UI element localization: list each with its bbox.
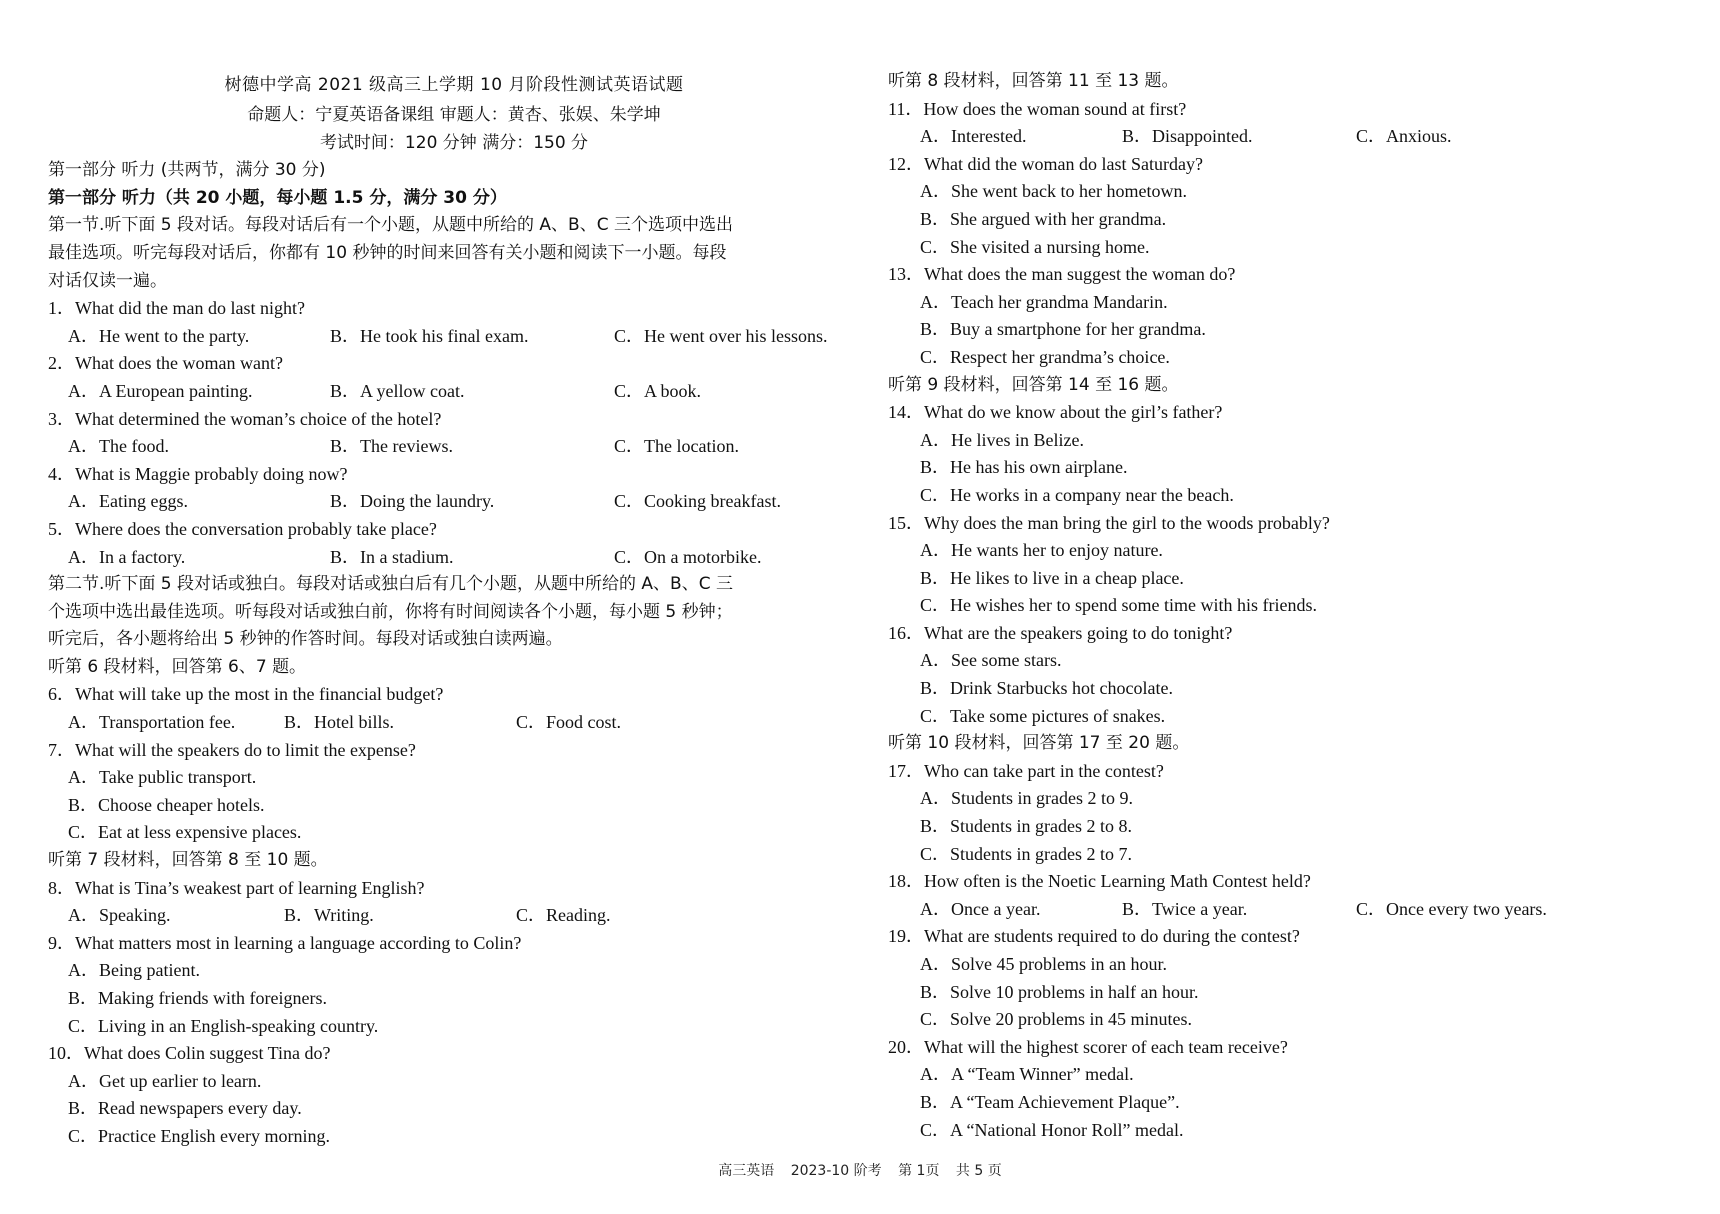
question-stem: 9．What matters most in learning a language according to Colin? — [48, 932, 522, 953]
option-a: A．Being patient. — [68, 960, 200, 981]
option-b: B．She argued with her grandma. — [920, 208, 1167, 229]
option-a: A．A European painting. — [68, 380, 253, 401]
option-c: C．She visited a nursing home. — [920, 236, 1150, 257]
material-heading: 听第 6 段材料，回答第 6、7 题。 — [48, 656, 307, 677]
option-c: C．He went over his lessons. — [614, 325, 828, 346]
option-b: B．Making friends with foreigners. — [68, 988, 327, 1008]
material-heading: 听第 8 段材料，回答第 11 至 13 题。 — [888, 71, 1179, 91]
option-a: A．Speaking. — [68, 905, 171, 926]
section2-instruction-3: 听完后，各小题将给出 5 秒钟的作答时间。每段对话或独白读两遍。 — [48, 629, 563, 650]
option-b: B．He took his final exam. — [330, 325, 529, 346]
section1-instruction-2: 最佳选项。听完每段对话后，你都有 10 秒钟的时间来回答有关小题和阅读下一小题。每段 — [48, 242, 727, 263]
option-c: C．Once every two years. — [1356, 898, 1547, 919]
page-footer — [0, 1160, 1720, 1180]
part1-subheading: 第一部分 听力（共 20 小题，每小题 1.5 分，满分 30 分） — [48, 187, 507, 208]
question-stem: 7．What will the speakers do to limit the expense? — [48, 739, 416, 760]
question-options — [888, 123, 1688, 151]
exam-authors: 命题人：宁夏英语备课组 审题人：黄杏、张娱、朱学坤 — [247, 105, 661, 125]
question-stem: 14．What do we know about the girl’s father? — [888, 402, 1223, 423]
question-options — [48, 488, 860, 516]
option-a: A．Eating eggs. — [68, 491, 188, 512]
option-b: B．Buy a smartphone for her grandma. — [920, 319, 1206, 340]
option-b: B．Disappointed. — [1122, 126, 1253, 147]
option-c: C．Reading. — [516, 905, 611, 926]
footer-exam: 2023-10 阶考 — [790, 1163, 882, 1179]
option-a: A．A “Team Winner” medal. — [920, 1064, 1134, 1085]
option-a: A．Get up earlier to learn. — [68, 1070, 262, 1091]
footer-subject: 高三英语 — [718, 1163, 775, 1179]
section2-instruction-1: 第二节.听下面 5 段对话或独白。每段对话或独白后有几个小题，从题中所给的 A、B、C 三 — [48, 574, 733, 595]
option-c: C．The location. — [614, 436, 739, 457]
question-stem: 15．Why does the man bring the girl to the woods probably? — [888, 512, 1330, 533]
question-stem: 3．What determined the woman’s choice of the hotel? — [48, 408, 442, 429]
option-b: B．Read newspapers every day. — [68, 1098, 302, 1119]
question-stem: 8．What is Tina’s weakest part of learning English? — [48, 877, 425, 898]
option-c: C．He wishes her to spend some time with his friends. — [920, 595, 1317, 616]
option-b: B．Writing. — [284, 905, 374, 926]
question-stem: 11．How does the woman sound at first? — [888, 98, 1187, 119]
option-a: A．Take public transport. — [68, 767, 257, 788]
option-a: A．Teach her grandma Mandarin. — [920, 291, 1168, 312]
option-c: C．On a motorbike. — [614, 546, 762, 567]
question-options — [48, 902, 860, 930]
option-b: B．A yellow coat. — [330, 380, 465, 401]
option-a: A．Transportation fee. — [68, 712, 236, 733]
question-stem: 5．Where does the conversation probably take place? — [48, 518, 437, 539]
option-a: A．In a factory. — [68, 546, 186, 567]
option-c: C．A book. — [614, 380, 702, 401]
option-b: B．He has his own airplane. — [920, 457, 1128, 478]
option-a: A．He lives in Belize. — [920, 429, 1084, 450]
footer-total-pages: 共 5 页 — [955, 1163, 1002, 1179]
option-c: C．Practice English every morning. — [68, 1125, 330, 1146]
question-options — [48, 544, 860, 572]
option-b: B．He likes to live in a cheap place. — [920, 567, 1184, 588]
option-b: B．The reviews. — [330, 436, 453, 457]
question-options — [48, 709, 860, 737]
option-a: A．He went to the party. — [68, 325, 250, 346]
question-options — [48, 323, 860, 351]
section1-instruction-3: 对话仅读一遍。 — [48, 270, 167, 291]
question-options — [48, 433, 860, 461]
option-b: B．Twice a year. — [1122, 898, 1248, 919]
question-options — [48, 378, 860, 406]
material-heading: 听第 9 段材料，回答第 14 至 16 题。 — [888, 374, 1179, 395]
option-b: B．In a stadium. — [330, 546, 454, 567]
question-stem: 20．What will the highest scorer of each team receive? — [888, 1036, 1288, 1057]
question-stem: 6．What will take up the most in the financial budget? — [48, 684, 444, 705]
material-heading: 听第 10 段材料，回答第 17 至 20 题。 — [888, 733, 1190, 754]
option-c: C．Solve 20 problems in 45 minutes. — [920, 1009, 1192, 1030]
exam-info: 考试时间：120 分钟 满分：150 分 — [319, 132, 589, 153]
question-stem: 19．What are students required to do during the contest? — [888, 926, 1300, 947]
right-column — [888, 68, 1688, 1144]
question-options — [888, 896, 1688, 924]
question-stem: 16．What are the speakers going to do tonight? — [888, 622, 1233, 643]
option-b: B．A “Team Achievement Plaque”. — [920, 1091, 1180, 1112]
material-heading: 听第 7 段材料，回答第 8 至 10 题。 — [48, 850, 328, 871]
option-c: C．Food cost. — [516, 712, 622, 733]
option-c: C．Respect her grandma’s choice. — [920, 346, 1170, 367]
option-c: C．Take some pictures of snakes. — [920, 705, 1166, 726]
option-a: A．Students in grades 2 to 9. — [920, 788, 1133, 809]
option-b: B．Drink Starbucks hot chocolate. — [920, 678, 1173, 699]
option-a: A．He wants her to enjoy nature. — [920, 540, 1163, 561]
option-a: A．Solve 45 problems in an hour. — [920, 954, 1167, 974]
option-a: A．Interested. — [920, 126, 1027, 147]
option-c: C．Anxious. — [1356, 126, 1452, 147]
part1-heading: 第一部分 听力 (共两节，满分 30 分) — [48, 160, 326, 181]
question-stem: 1．What did the man do last night? — [48, 298, 305, 319]
exam-title: 树德中学高 2021 级高三上学期 10 月阶段性测试英语试题 — [224, 75, 684, 95]
section2-instruction-2: 个选项中选出最佳选项。听每段对话或独白前，你将有时间阅读各个小题，每小题 5 秒钟； — [48, 601, 733, 622]
option-c: C．A “National Honor Roll” medal. — [920, 1119, 1184, 1140]
option-b: B．Hotel bills. — [284, 712, 395, 733]
question-stem: 4．What is Maggie probably doing now? — [48, 463, 348, 484]
option-c: C．He works in a company near the beach. — [920, 484, 1234, 505]
option-b: B．Doing the laundry. — [330, 491, 495, 512]
option-a: A．Once a year. — [920, 898, 1041, 919]
option-c: C．Students in grades 2 to 7. — [920, 843, 1132, 864]
left-column — [48, 68, 860, 1151]
option-b: B．Solve 10 problems in half an hour. — [920, 981, 1199, 1002]
option-a: A．She went back to her hometown. — [920, 181, 1187, 202]
question-stem: 12．What did the woman do last Saturday? — [888, 153, 1203, 174]
option-b: B．Students in grades 2 to 8. — [920, 816, 1132, 837]
option-a: A．See some stars. — [920, 650, 1062, 671]
question-stem: 13．What does the man suggest the woman do? — [888, 264, 1236, 285]
question-stem: 18．How often is the Noetic Learning Math Contest held? — [888, 871, 1311, 892]
option-c: C．Cooking breakfast. — [614, 491, 781, 512]
question-stem: 10．What does Colin suggest Tina do? — [48, 1043, 331, 1064]
footer-page-number: 第 1页 — [898, 1163, 940, 1179]
question-stem: 2．What does the woman want? — [48, 353, 283, 374]
option-c: C．Eat at less expensive places. — [68, 822, 302, 843]
option-c: C．Living in an English-speaking country. — [68, 1015, 379, 1036]
option-b: B．Choose cheaper hotels. — [68, 794, 265, 815]
section1-instruction-1: 第一节.听下面 5 段对话。每段对话后有一个小题，从题中所给的 A、B、C 三个选项中选出 — [48, 215, 733, 236]
option-a: A．The food. — [68, 436, 169, 457]
question-stem: 17．Who can take part in the contest? — [888, 760, 1164, 781]
